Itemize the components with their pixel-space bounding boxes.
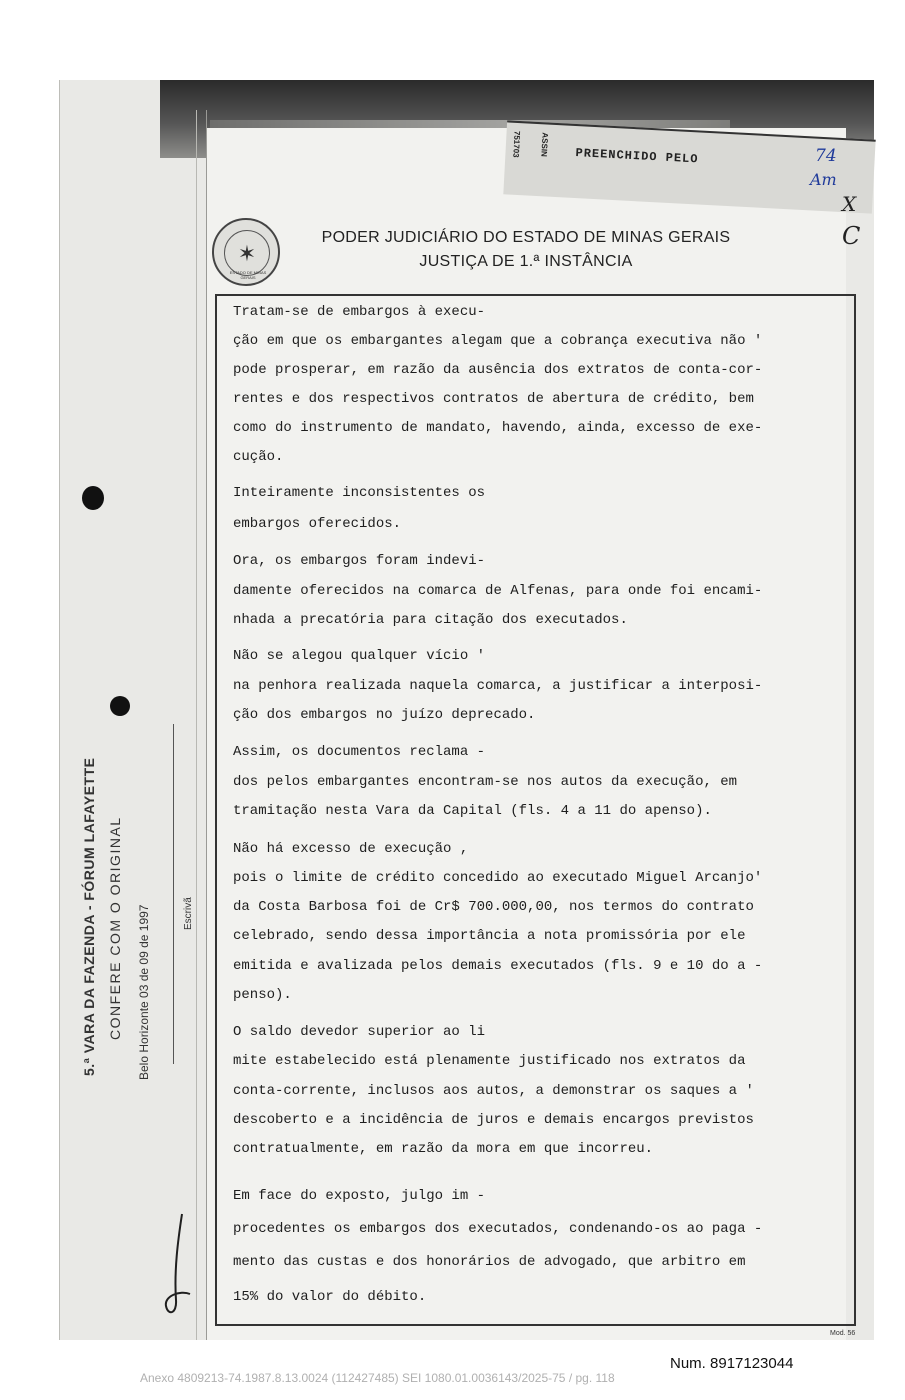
body-line: ção em que os embargantes alegam que a cobrança executiva não ' [233,333,763,349]
handwritten-mark: X [842,192,857,216]
body-line: penso). [233,987,292,1003]
stamp-signature-line [173,724,174,1064]
slip-side-label: ASSIN [539,132,550,158]
body-line: Não se alegou qualquer vício ' [233,648,486,664]
body-line: embargos oferecidos. [233,516,402,532]
stamp-clerk-line: Escrivã [183,897,194,930]
body-line: cução. [233,449,284,465]
body-line: ção dos embargos no juízo deprecado. [233,707,536,723]
stamp-court-line: 5.ª VARA DA FAZENDA - FÓRUM LAFAYETTE [81,757,97,1076]
body-line: na penhora realizada naquela comarca, a justificar a interposi- [233,678,763,694]
body-line: Não há excesso de execução , [233,841,469,857]
footer-reference: Anexo 4809213-74.1987.8.13.0024 (112427485) SEI 1080.01.0036143/2025-75 / pg. 118 [140,1371,615,1385]
body-line: Inteiramente inconsistentes os [233,485,486,501]
body-line: pois o limite de crédito concedido ao executado Miguel Arcanjo' [233,870,763,886]
handwritten-page-number: 74 [815,146,837,166]
header-court: PODER JUDICIÁRIO DO ESTADO DE MINAS GERAIS [321,229,731,246]
body-line: emitida e avalizada pelos demais executados (fls. 9 e 10 do a - [233,958,763,974]
handwritten-initials: Am [810,170,837,189]
body-line: tramitação nesta Vara da Capital (fls. 4 a 11 do apenso). [233,803,712,819]
body-line: rentes e dos respectivos contratos de abertura de crédito, bem [233,391,754,407]
handwritten-c-mark: C [842,222,861,250]
body-line: pode prosperar, em razão da ausência dos extratos de conta-cor- [233,362,763,378]
body-line: nhada a precatória para citação dos executados. [233,612,628,628]
slip-label: PREENCHIDO PELO [575,146,699,167]
body-line: celebrado, sendo dessa importância a nota promissória por ele [233,928,746,944]
document-number: Num. 8917123044 [670,1355,794,1372]
body-line: da Costa Barbosa foi de Cr$ 700.000,00, nos termos do contrato [233,899,754,915]
body-line: mento das custas e dos honorários de advogado, que arbitro em [233,1254,746,1270]
form-model-label: Mod. 56 [830,1330,856,1337]
punch-hole-top [82,486,104,510]
body-line: 15% do valor do débito. [233,1289,427,1305]
body-line: Ora, os embargos foram indevi- [233,553,486,569]
slip-side-number: 751703 [511,130,522,158]
certification-stamp [55,710,245,1090]
body-line: Assim, os documentos reclama - [233,744,486,760]
body-line: Tratam-se de embargos à execu- [233,304,486,320]
body-line: conta-corrente, inclusos aos autos, a demonstrar os saques a ' [233,1083,754,1099]
body-line: descoberto e a incidência de juros e demais encargos previstos [233,1112,754,1128]
body-line: contratualmente, em razão da mora em que incorreu. [233,1141,654,1157]
body-line: dos pelos embargantes encontram-se nos autos da execução, em [233,774,738,790]
punch-hole-bottom [110,696,130,716]
body-line: mite estabelecido está plenamente justificado nos extratos da [233,1053,746,1069]
handwritten-signature [160,1210,200,1320]
body-line: damente oferecidos na comarca de Alfenas, para onde foi encami- [233,583,763,599]
body-line: como do instrumento de mandato, havendo, ainda, excesso de exe- [233,420,763,436]
stamp-date-line: Belo Horizonte 03 de 09 de 1997 [137,904,151,1080]
header-instance: JUSTIÇA DE 1.ª INSTÂNCIA [419,253,633,270]
seal-star-icon: ✶ [237,241,257,266]
seal-text: ESTADO DE MINAS GERAIS [229,270,267,280]
coat-of-arms-seal-icon [212,218,280,286]
body-line: Em face do exposto, julgo im - [233,1188,486,1204]
body-line: O saldo devedor superior ao li [233,1024,486,1040]
body-line: procedentes os embargos dos executados, condenando-os ao paga - [233,1221,763,1237]
stamp-confere-line: CONFERE COM O ORIGINAL [107,816,123,1040]
